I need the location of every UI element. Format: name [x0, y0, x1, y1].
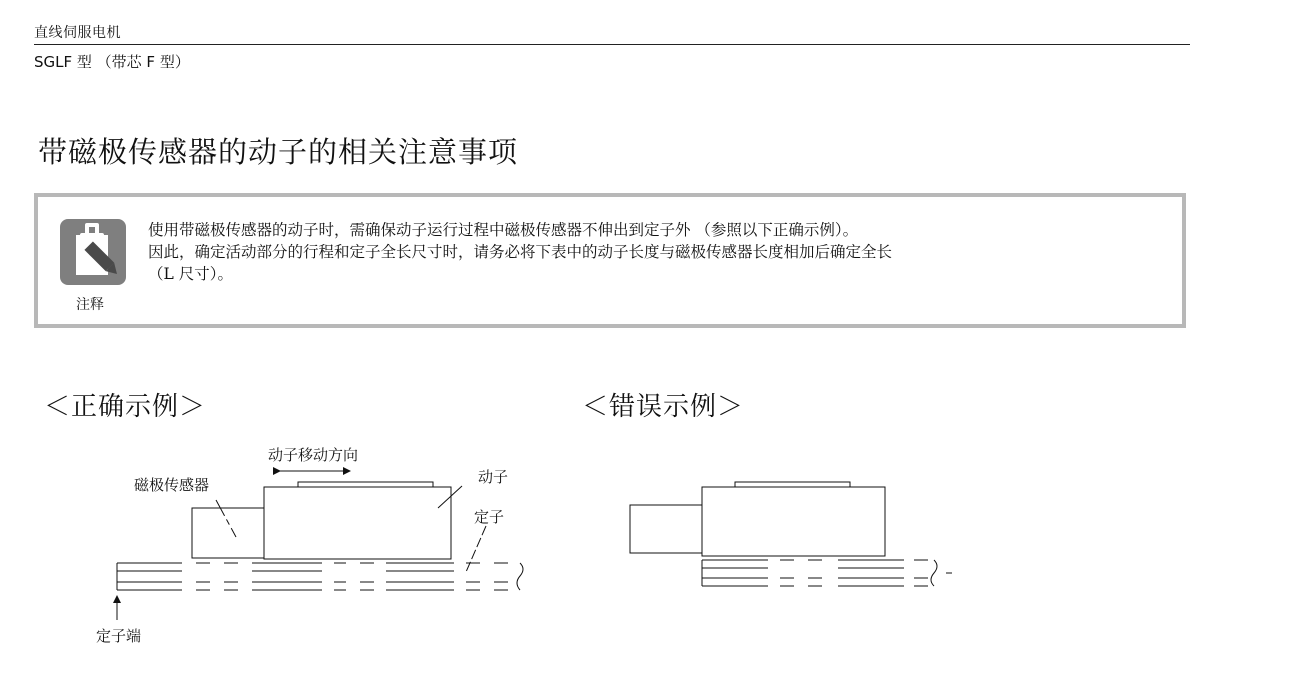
document-header-title: 直线伺服电机	[34, 25, 121, 41]
break-mark	[517, 563, 523, 590]
section-title: 带磁极传感器的动子的相关注意事项	[38, 135, 519, 169]
wrong-example-title: ＜错误示例＞	[582, 392, 745, 422]
wrong-mover-body	[702, 487, 885, 556]
wrong-stator-rails	[702, 560, 904, 586]
note-line-2: 因此，确定活动部分的行程和定子全长尺寸时，请务必将下表中的动子长度与磁极传感器长度相加后确定全长	[148, 243, 893, 261]
stator-leader	[466, 526, 486, 572]
note-line-3: （L 尺寸）。	[148, 265, 233, 283]
label-stator: 定子	[474, 508, 505, 526]
wrong-pole-sensor-box	[630, 505, 702, 553]
stator-rails	[117, 563, 454, 590]
label-sensor: 磁极传感器	[134, 476, 210, 494]
stator-dashes	[196, 563, 508, 590]
pole-sensor-box	[192, 508, 264, 558]
mover-top-plate	[298, 482, 433, 487]
wrong-example-diagram	[630, 482, 952, 586]
note-line-1: 使用带磁极传感器的动子时，需确保动子运行过程中磁极传感器不伸出到定子外 （参照以下正确示例）。	[148, 221, 859, 239]
note-label: 注释	[76, 297, 104, 313]
mover-leader	[438, 486, 462, 508]
label-stator-end: 定子端	[96, 627, 142, 645]
mover-body	[264, 487, 451, 559]
wrong-break-mark	[931, 560, 937, 586]
document-header-subtitle: SGLF 型 （带芯 F 型）	[34, 53, 190, 71]
wrong-stator-dashes	[780, 560, 952, 586]
sensor-leader	[216, 500, 236, 537]
wrong-mover-top-plate	[735, 482, 850, 487]
correct-example-title: ＜正确示例＞	[44, 392, 207, 422]
label-mover: 动子	[478, 468, 509, 486]
label-direction: 动子移动方向	[268, 446, 359, 464]
